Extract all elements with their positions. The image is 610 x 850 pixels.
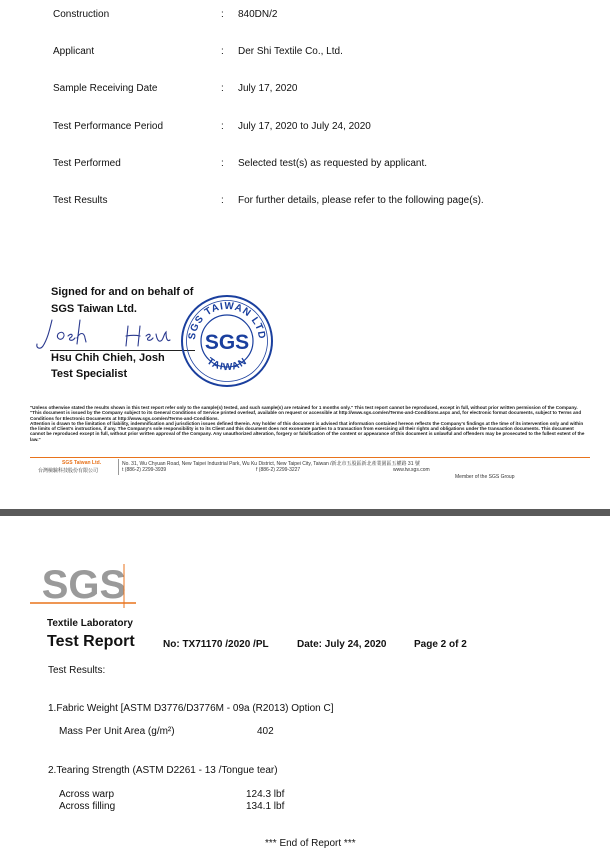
field-colon: :: [221, 83, 224, 94]
field-value-test-results: For further details, please refer to the following page(s).: [238, 195, 484, 206]
signed-for-text: Signed for and on behalf of: [51, 286, 194, 298]
stamp-logo-text: SGS: [204, 331, 250, 354]
signatory-name: Hsu Chih Chieh, Josh: [51, 352, 165, 364]
disclaimer-paragraph-2: "This document is issued by the Company subject to its General Conditions of Service printed overleaf, available on request or accessible at http://www.sgs.com/en/Terms-and-Conditions.aspx and, for electronic format documents, subject to Terms and Conditions for Electronic Documents at http://www.sgs.com/en/Terms-and-Conditions.: [30, 410, 582, 421]
test-1-value: 402: [257, 726, 274, 737]
field-value-construction: 840DN/2: [238, 9, 278, 20]
test-2-row-label: Across filling: [59, 801, 116, 812]
field-label-sample-receiving-date: Sample Receiving Date: [53, 83, 158, 94]
footer-website: www.tw.sgs.com: [393, 467, 430, 473]
test-2-row-value: 134.1 lbf: [246, 801, 285, 812]
test-2-row-label: Across warp: [59, 789, 115, 800]
footer-tel: t (886-2) 2299-3939: [122, 467, 167, 473]
report-page-2: [0, 516, 610, 850]
signature-line: [50, 350, 195, 351]
stamp-ring-bottom-text: TAIWAN: [204, 355, 250, 374]
footer-company-en: SGS Taiwan Ltd.: [62, 460, 102, 466]
field-colon: :: [221, 46, 224, 57]
field-colon: :: [221, 121, 224, 132]
report-number: No: TX71170 /2020 /PL: [163, 639, 269, 650]
signing-company: SGS Taiwan Ltd.: [51, 303, 137, 315]
footer-address: No. 31, Wu Chyuan Road, New Taipei Industrial Park, Wu Ku District, New Taipei City, Taiwan /新北市五股區新北產業園區五權路 31 號: [122, 461, 420, 467]
test-2-row-value: 124.3 lbf: [246, 789, 285, 800]
field-colon: :: [221, 158, 224, 169]
sgs-company-stamp: [178, 292, 276, 390]
laboratory-name: Textile Laboratory: [47, 618, 133, 629]
disclaimer-paragraph-1: "Unless otherwise stated the results shown in this test report refer only to the sample(s) tested, and such sample(s) are retained for 1 months only." This test report cannot be reproduced, except in full, without prior written permission of the Company.: [30, 405, 578, 410]
field-value-test-performed: Selected test(s) as requested by applicant.: [238, 158, 427, 169]
logo-text: SGS: [41, 563, 127, 607]
test-1-item: Mass Per Unit Area (g/m²): [59, 726, 175, 737]
field-label-construction: Construction: [53, 9, 110, 20]
signatory-title: Test Specialist: [51, 368, 128, 380]
footer-member: Member of the SGS Group: [455, 474, 515, 480]
test-2-title: 2.Tearing Strength (ASTM D2261 - 13 /Tongue tear): [48, 765, 278, 776]
sgs-logo: [28, 556, 138, 608]
disclaimer-text: [30, 405, 590, 442]
disclaimer-paragraph-3: Attention is drawn to the limitation of liability, indemnification and jurisdiction issues defined therein. Any holder of this document is advised that information contained hereon reflects the Company's findings at the time of its intervention only and within the limits of Client's instructions, if any. The Company's sole responsibility is to its Client and this document does not exonerate parties to a transaction from exercising all their rights and obligations under the transaction documents. This document cannot be reproduced except in full, without prior written approval of the Company. Any unauthorized alteration, forgery or falsification of the content or appearance of this document is unlawful and offenders may be prosecuted to the fullest extent of the law.": [30, 420, 585, 442]
stamp-ring-top-text: SGS TAIWAN LTD: [186, 300, 268, 341]
report-date: Date: July 24, 2020: [297, 639, 387, 650]
end-of-report: *** End of Report ***: [265, 838, 356, 849]
footer-separator: [118, 459, 119, 475]
field-label-test-performance-period: Test Performance Period: [53, 121, 164, 132]
field-colon: :: [221, 195, 224, 206]
report-title: Test Report: [47, 633, 135, 650]
page-number: Page 2 of 2: [414, 639, 467, 650]
footer-fax: f (886-2) 2299-3227: [256, 467, 301, 473]
field-value-test-performance-period: July 17, 2020 to July 24, 2020: [238, 121, 371, 132]
handwritten-signature: [28, 314, 198, 354]
field-value-applicant: Der Shi Textile Co., Ltd.: [238, 46, 343, 57]
test-1-title: 1.Fabric Weight [ASTM D3776/D3776M - 09a (R2013) Option C]: [48, 703, 334, 714]
field-value-sample-receiving-date: July 17, 2020: [238, 83, 298, 94]
footer-divider: [30, 457, 590, 458]
field-colon: :: [221, 9, 224, 20]
results-heading: Test Results:: [48, 665, 106, 676]
field-label-applicant: Applicant: [53, 46, 95, 57]
svg-text:TAIWAN: [205, 356, 250, 373]
footer-company-zh: 台灣檢驗科技股份有限公司: [38, 468, 99, 474]
field-label-test-performed: Test Performed: [53, 158, 121, 169]
field-label-test-results: Test Results: [53, 195, 108, 206]
